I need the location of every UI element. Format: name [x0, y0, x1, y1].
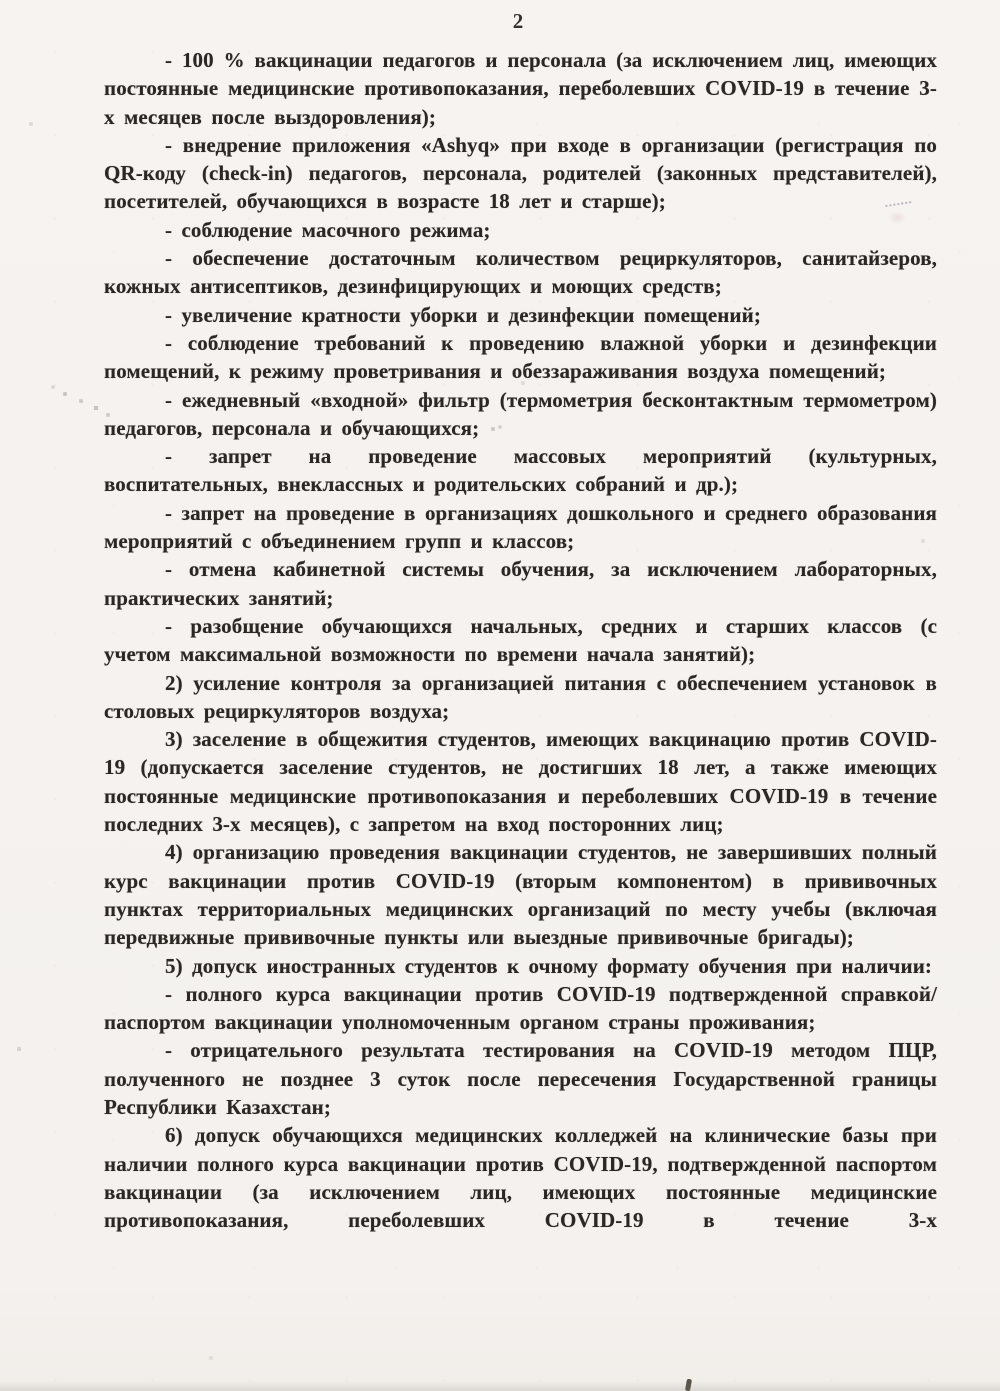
scan-artifact-speckles [0, 0, 2, 2]
paragraph: - отрицательного результата тестирования на COVID-19 методом ПЦР, полученного не позднее 3 суток после пересечения Государственной границы Республики Казахстан; [104, 1038, 937, 1119]
scan-bottom-shade [0, 1381, 1000, 1391]
paragraph: - соблюдение масочного режима; [165, 217, 491, 242]
paragraph: - отмена кабинетной системы обучения, за исключением лабораторных, практических занятий; [104, 557, 937, 610]
paragraph: - обеспечение достаточным количеством рециркуляторов, санитайзеров, кожных антисептиков, дезинфицирующих и моющих средств; [104, 246, 937, 299]
paragraph: 5) допуск иностранных студентов к очному формату обучения при наличии: [165, 953, 932, 978]
paragraph: 3) заселение в общежития студентов, имеющих вакцинацию против COVID-19 (допускается заселение студентов, не достигших 18 лет, а также имеющих постоянные медицинские противопоказания и переболевших COVID-19 в течение последних 3-х месяцев), с запретом на вход посторонних лиц; [104, 727, 937, 837]
page-number: 2 [512, 9, 524, 33]
document-body [104, 46, 937, 1234]
paragraph: 2) усиление контроля за организацией питания с обеспечением установок в столовых рециркуляторов воздуха; [104, 670, 937, 723]
paragraph: - полного курса вакцинации против COVID-19 подтвержденной справкой/паспортом вакцинации уполномоченным органом страны проживания; [104, 981, 937, 1035]
paragraph: - запрет на проведение массовых мероприятий (культурных, воспитательных, внеклассных и родительских собраний и др.); [104, 444, 937, 497]
scan-artifact-bottom-tick [685, 1379, 692, 1391]
paragraph: 6) допуск обучающихся медицинских колледжей на клинические базы при наличии полного курса вакцинации против COVID-19, подтвержденной паспортом вакцинации (за исключением лиц, имеющих постоянные медицинские противопоказания, переболевших COVID-19 в течение 3-х [104, 1123, 937, 1233]
paragraph: - разобщение обучающихся начальных, средних и старших классов (с учетом максимальной возможности по времени начала занятий); [104, 613, 937, 667]
paragraph: - запрет на проведение в организациях дошкольного и среднего образования мероприятий с объединением групп и классов; [104, 500, 937, 554]
paragraph: - 100 % вакцинации педагогов и персонала (за исключением лиц, имеющих постоянные медицинские противопоказания, переболевших COVID-19 в течение 3-х месяцев после выздоровления); [104, 48, 937, 129]
paragraph: - увеличение кратности уборки и дезинфекции помещений; [165, 302, 761, 327]
paragraph: 4) организацию проведения вакцинации студентов, не завершивших полный курс вакцинации против COVID-19 (вторым компонентом) в прививочных пунктах территориальных медицинских организаций по месту учебы (включая передвижные прививочные пункты или выездные прививочные бригады); [104, 840, 937, 950]
paragraph: - внедрение приложения «Ashyq» при входе в организации (регистрация по QR-коду (check-in) педагогов, персонала, родителей (законных представителей), посетителей, обучающихся в возрасте 18 лет и старше); [104, 132, 937, 214]
paragraph: - ежедневный «входной» фильтр (термометрия бесконтактным термометром) педагогов, персонала и обучающихся; [104, 387, 937, 440]
paragraph: - соблюдение требований к проведению влажной уборки и дезинфекции помещений, к режиму проветривания и обеззараживания воздуха помещений; [104, 330, 937, 384]
